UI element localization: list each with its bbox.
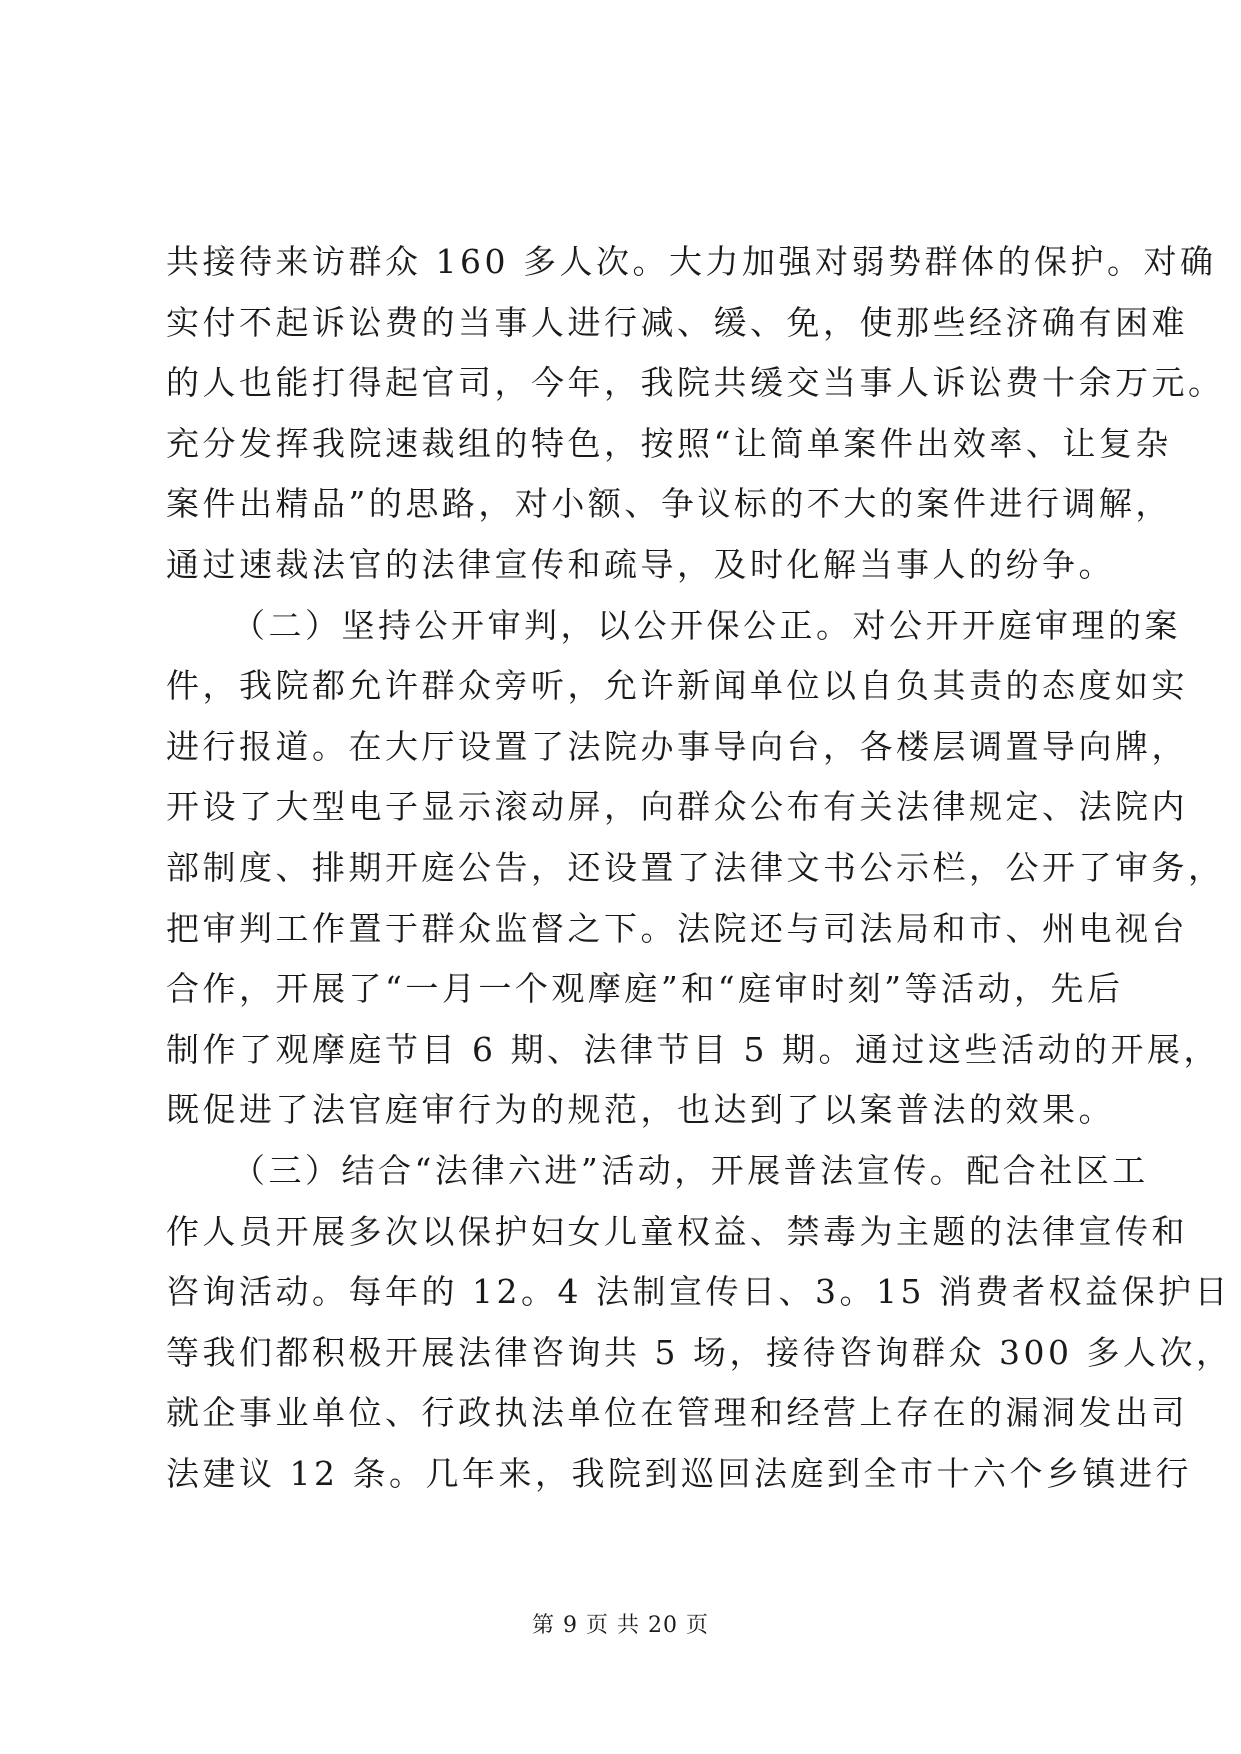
text-line: 作人员开展多次以保护妇女儿童权益、禁毒为主题的法律宣传和 [166, 1211, 1188, 1251]
text-line: 的人也能打得起官司，今年，我院共缓交当事人诉讼费十余万元。 [166, 363, 1225, 403]
text-line: 共接待来访群众 160 多人次。大力加强对弱势群体的保护。对确 [166, 242, 1217, 281]
text-line: 把审判工作置于群众监督之下。法院还与司法局和市、州电视台 [166, 908, 1188, 948]
text-line: 充分发挥我院速裁组的特色，按照“让简单案件出效率、让复杂 [166, 423, 1172, 463]
paragraph-heading-line: （二）坚持公开审判，以公开保公正。对公开开庭审理的案 [232, 605, 1181, 645]
text-line: 实付不起诉讼费的当事人进行减、缓、免，使那些经济确有困难 [166, 302, 1188, 342]
text-line: 等我们都积极开展法律咨询共 5 场，接待咨询群众 300 多人次， [166, 1332, 1233, 1372]
paragraph-heading-line: （三）结合“法律六进”活动，开展普法宣传。配合社区工 [232, 1150, 1149, 1190]
text-line: 合作，开展了“一月一个观摩庭”和“庭审时刻”等活动，先后 [166, 969, 1124, 1009]
text-line: 案件出精品”的思路，对小额、争议标的不大的案件进行调解， [166, 484, 1172, 524]
text-line: 开设了大型电子显示滚动屏，向群众公布有关法律规定、法院内 [166, 787, 1188, 827]
text-line: 法建议 12 条。几年来，我院到巡回法庭到全市十六个乡镇进行 [166, 1453, 1192, 1493]
text-line: 就企事业单位、行政执法单位在管理和经营上存在的漏洞发出司 [166, 1393, 1188, 1433]
body-text [166, 232, 1233, 1504]
text-line: 既促进了法官庭审行为的规范，也达到了以案普法的效果。 [166, 1090, 1115, 1130]
text-line: 咨询活动。每年的 12。4 法制宣传日、3。15 消费者权益保护日 [166, 1272, 1231, 1312]
text-line: 进行报道。在大厅设置了法院办事导向台，各楼层调置导向牌， [166, 726, 1188, 766]
text-line: 制作了观摩庭节目 6 期、法律节目 5 期。通过这些活动的开展， [166, 1029, 1220, 1069]
text-line: 件，我院都允许群众旁听，允许新闻单位以自负其责的态度如实 [166, 666, 1188, 706]
text-line: 部制度、排期开庭公告，还设置了法律文书公示栏，公开了审务， [166, 847, 1225, 887]
text-line: 通过速裁法官的法律宣传和疏导，及时化解当事人的纷争。 [166, 544, 1115, 584]
page-number-footer: 第 9 页 共 20 页 [532, 1613, 709, 1638]
